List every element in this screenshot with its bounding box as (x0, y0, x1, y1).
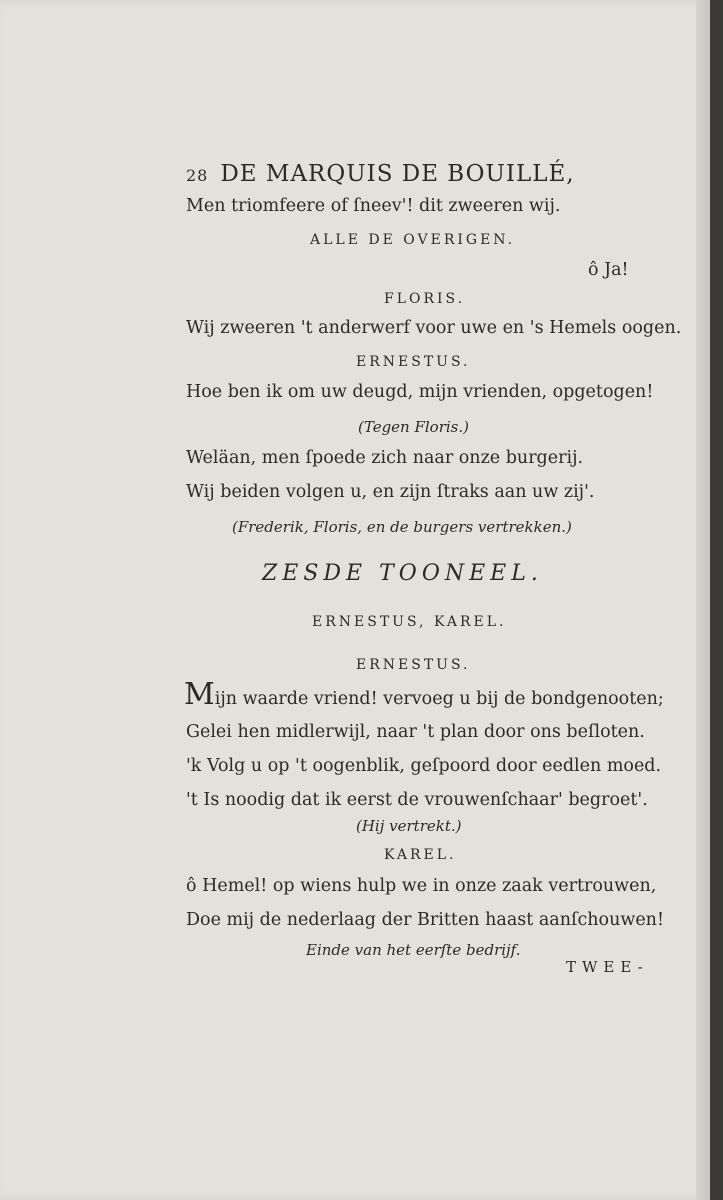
verse-line: ô Hemel! op wiens hulp we in onze zaak vertrouwen, (186, 876, 657, 896)
drop-capital: M (184, 677, 215, 712)
verse-line: ô Ja! (588, 260, 629, 280)
stage-direction: (Hij vertrekt.) (356, 817, 462, 835)
speaker-name: ALLE DE OVERIGEN. (310, 232, 516, 248)
verse-line: Doe mij de nederlaag der Britten haast aanſchouwen! (186, 910, 664, 930)
verse-line: Wij zweeren 't anderwerf voor uwe en 's Hemels oogen. (186, 318, 682, 338)
speaker-name: KAREL. (384, 847, 457, 863)
speaker-name: FLORIS. (384, 291, 466, 307)
act-end-note: Einde van het eerſte bedrijf. (306, 941, 521, 959)
page-number: 28 (186, 166, 209, 185)
verse-line: 'k Volg u op 't oogenblik, geſpoord door eedlen moed. (186, 756, 662, 776)
verse-line: Wij beiden volgen u, en zijn ſtraks aan uw zij'. (186, 482, 595, 502)
verse-line: 't Is noodig dat ik eerst de vrouwenſchaar' begroet'. (186, 790, 648, 810)
speaker-name: ERNESTUS. (356, 354, 471, 370)
page-edge (696, 0, 710, 1200)
scene-heading: ZESDE TOONEEL. (262, 561, 543, 586)
verse-line: Gelei hen midlerwijl, naar 't plan door ons beſloten. (186, 722, 645, 742)
catchword: TWEE- (566, 958, 649, 976)
verse-line-text: ijn waarde vriend! vervoeg u bij de bondgenooten; (214, 689, 664, 709)
stage-direction: (Tegen Floris.) (358, 418, 469, 436)
verse-line: Hoe ben ik om uw deugd, mijn vrienden, opgetogen! (186, 382, 654, 402)
cast-list: ERNESTUS, KAREL. (312, 614, 507, 630)
speaker-name: ERNESTUS. (356, 657, 471, 673)
stage-direction: (Frederik, Floris, en de burgers vertrekken.) (232, 518, 572, 536)
running-title: DE MARQUIS DE BOUILLÉ, (220, 161, 575, 187)
verse-line: Men triomfeere of ſneev'! dit zweeren wij. (186, 196, 561, 216)
running-header (186, 161, 575, 187)
verse-line: Weläan, men ſpoede zich naar onze burgerij. (186, 448, 584, 468)
verse-line (184, 677, 664, 712)
